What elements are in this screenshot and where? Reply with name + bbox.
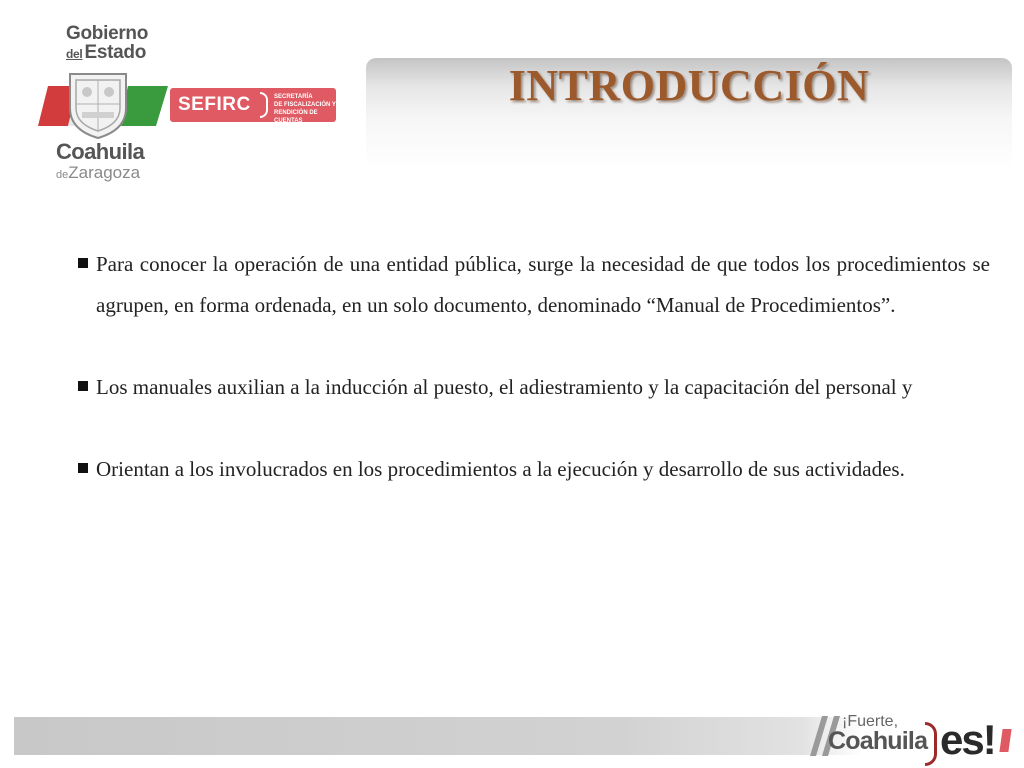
- sefirc-subtitle: SECRETARÍA DE FISCALIZACIÓN Y RENDICIÓN DE CUENTAS: [274, 94, 336, 124]
- gobierno-coahuila-logo: [38, 22, 338, 187]
- logo-estado-text: Estado: [84, 42, 146, 63]
- square-bullet-icon: [78, 463, 88, 473]
- footer-fuerte-text: ¡Fuerte,: [842, 713, 899, 730]
- logo-gobierno-text: Gobierno: [66, 23, 149, 44]
- bullet-text: Orientan a los involucrados en los procedimientos a la ejecución y desarrollo de sus actividades.: [96, 457, 905, 481]
- square-bullet-icon: [78, 258, 88, 268]
- slide-title: INTRODUCCIÓN: [508, 61, 870, 110]
- footer-es-text: es!: [940, 716, 995, 763]
- logo-del-estado-text: [66, 43, 146, 64]
- bullet-text: Los manuales auxilian a la inducción al puesto, el adiestramiento y la capacitación del personal y: [96, 375, 913, 399]
- logo-del-text: del: [66, 47, 83, 61]
- square-bullet-icon: [78, 381, 88, 391]
- sefirc-bracket-icon: [260, 92, 268, 118]
- logo-coahuila-text: Coahuila: [56, 139, 145, 164]
- sefirc-badge: [170, 88, 336, 122]
- footer-bracket-icon: [925, 722, 937, 766]
- footer-coahuila-text: Coahuila: [828, 727, 928, 755]
- bullet-item: [78, 449, 990, 490]
- bullet-text: Para conocer la operación de una entidad pública, surge la necesidad de que todos los procedimientos se agrupen, en forma ordenada, en un solo documento, denominado “Manual de Procedimientos”.: [96, 252, 990, 317]
- bullet-item: [78, 367, 990, 408]
- logo-zaragoza-word: Zaragoza: [68, 163, 141, 182]
- bullet-list: [78, 244, 990, 490]
- coat-of-arms-icon: [62, 68, 134, 140]
- sefirc-label: SEFIRC: [178, 94, 251, 115]
- bullet-item: [78, 244, 990, 326]
- logo-zaragoza-text: [56, 163, 140, 185]
- logo-de-text: de: [56, 169, 69, 181]
